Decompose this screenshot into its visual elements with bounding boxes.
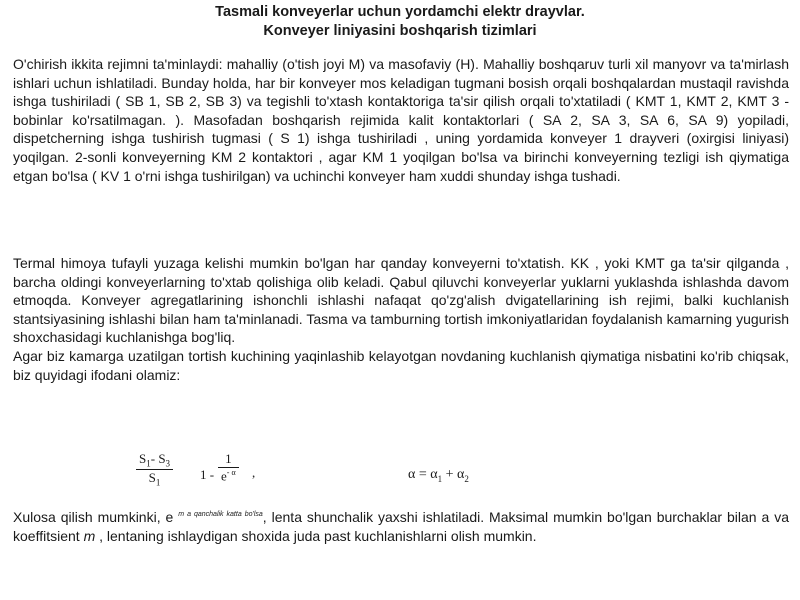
- fraction-numerator: $S_1-$ $S_3$: [139, 451, 171, 469]
- fraction-s1-s3-over-s1: [136, 451, 173, 487]
- paragraph-4: Xulosa qilish mumkinki, e $^{m a qanchalik katta bo'lsa}$, lenta shunchalik yaxshi ishlatiladi. Maksimal mumkin bo'lgan burchaklar bilan a va koeffitsient m , lentaning ishlaydigan shoxida juda past kuchlanishlarni olish mumkin.: [13, 509, 790, 544]
- title-line-2: Konveyer liniyasini boshqarish tizimlari: [263, 23, 537, 39]
- formula-comma: ,: [252, 465, 256, 480]
- fraction-1-over-e: [218, 451, 239, 484]
- fraction2-denominator: $e^{- \alpha}$: [221, 468, 236, 484]
- one-minus: 1 -: [200, 467, 215, 482]
- exponent-note: m a qanchalik katta bo'lsa: [178, 511, 263, 518]
- document-title: [0, 3, 800, 41]
- alpha-sum-equation: $\alpha = \alpha_1 + \alpha_2$: [408, 467, 469, 484]
- paragraph-2: Termal himoya tufayli yuzaga kelishi mumkin bo'lgan har qanday konveyerni to'xtatish. KK , yoki KMT ga ta'sir qilganda , barcha oldingi konveyerlarning to'xtab qolishiga olib keladi. Qabul qiluvchi konveyerlar yuklarni yuklashda ishlashda davom etmoqda. Konveyer agregatlarining ishonchli ishlashi nafaqat qo'zg'alish dvigatellarining ish rejimi, balki kuchlanish stantsiyasining ishlashi bilan ham ta'minlanadi. Tasma va tamburning tortish imkoniyatlaridan foydalanish kamarning yugurish shoxchasidagi kuchlanishga bog'liq.: [13, 255, 789, 346]
- mu-symbol: m: [83, 527, 96, 544]
- fraction-denominator: $S_1$: [148, 469, 161, 488]
- formula: [130, 445, 510, 495]
- paragraph-1: O'chirish ikkita rejimni ta'minlaydi: mahalliy (o'tish joyi M) va masofaviy (H). Mahalliy boshqaruv turli xil manyovr va ta'mirlash ishlari uchun ishlatiladi. Bunday holda, har bir konveyer mos keladigan tugmani bosish orqali boshqalardan mustaqil ravishda ishga tushiriladi ( SB 1, SB 2, SB 3) va tegishli to'xtash kontaktoriga ta'sir qilish orqali to'xtatiladi ( KMT 1, KMT 2, KMT 3 - bobinlar ko'rsatilmagan. ). Masofadan boshqarish rejimida kalit kontaktorlari ( SA 2, SA 3, SA 6, SA 9) yopiladi, dispetcherning ishga tushirish tugmasi ( S 1) ishga tushiriladi , uning yordamida konveyer 1 drayveri (oxirgisi liniyasi) yoqilgan. 2-sonli konveyerning KM 2 kontaktori , agar KM 1 yoqilgan bo'lsa va birinchi konveyerning tezligi ish qiymatiga etgan bo'lsa ( KV 1 o'rni ishga tushirilgan) va uchinchi konveyer ham xuddi shunday ishga tushadi.: [13, 56, 789, 184]
- paragraph-3: Agar biz kamarga uzatilgan tortish kuchining yaqinlashib kelayotgan novdaning kuchlanish qiymatiga nisbatini ko'rib chiqsak, biz quyidagi ifodani olamiz:: [13, 348, 789, 383]
- fraction2-numerator: 1: [225, 451, 232, 466]
- title-line-1: Tasmali konveyerlar uchun yordamchi elektr drayvlar.: [215, 4, 585, 20]
